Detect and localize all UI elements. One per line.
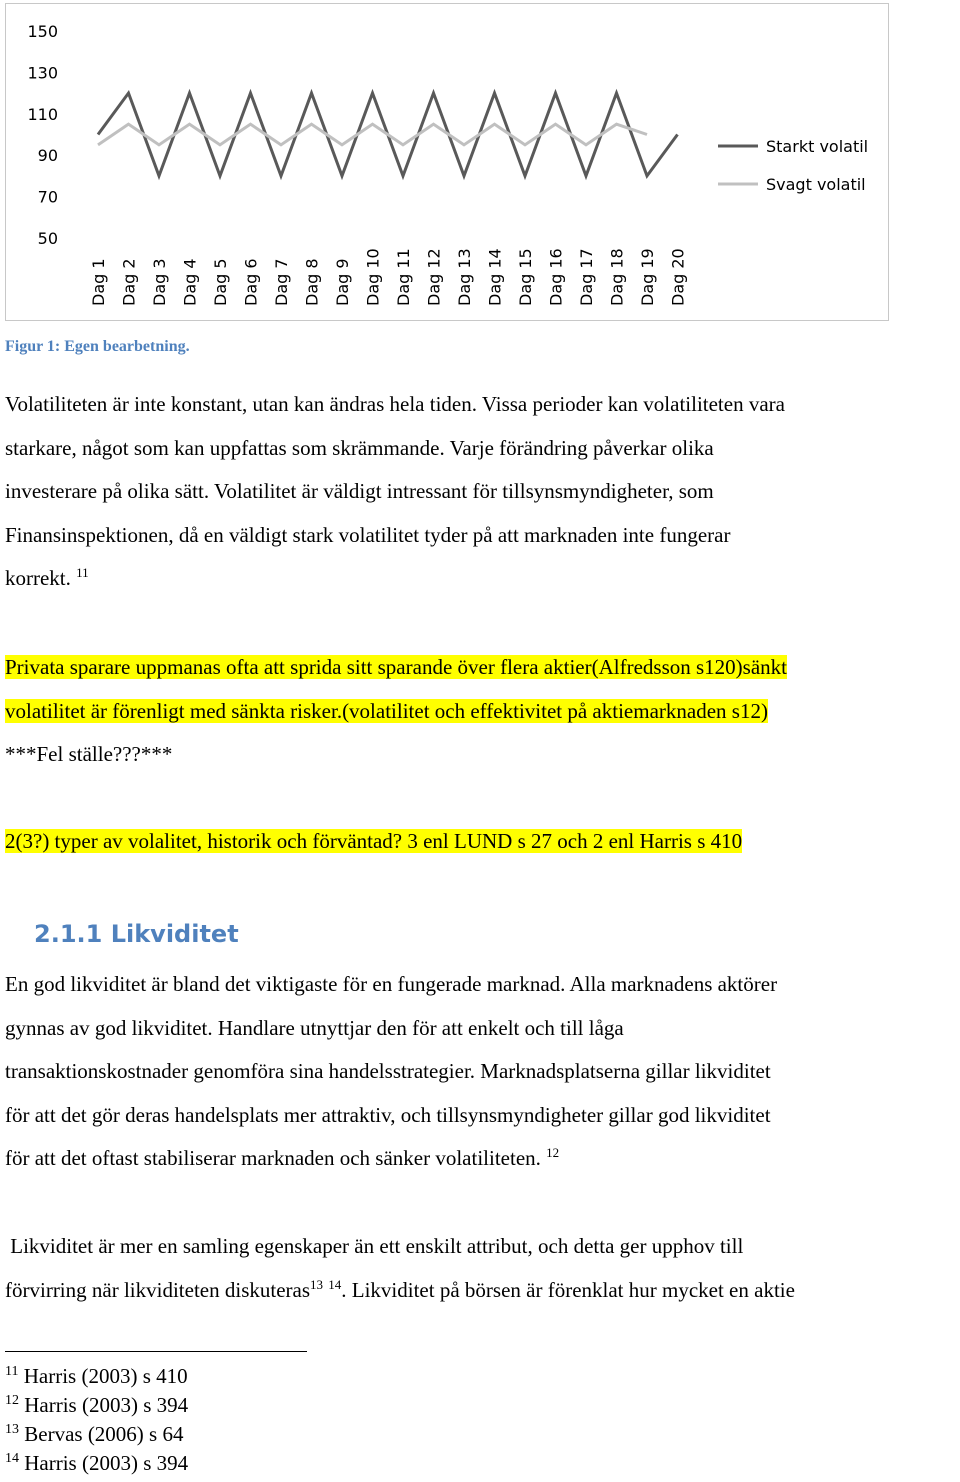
highlighted-text: 2(3?) typer av volalitet, historik och förväntad? 3 enl LUND s 27 och 2 enl Harris s 410: [5, 829, 743, 853]
text-line: gynnas av god likviditet. Handlare utnyttjar den för att enkelt och till låga: [5, 1015, 624, 1040]
footnote-text: Bervas (2006) s 64: [24, 1422, 184, 1446]
footnote: [5, 1449, 188, 1478]
footnote-number: 12: [5, 1393, 19, 1408]
footnote-ref: 14: [328, 1276, 342, 1292]
x-tick-label: Dag 19: [638, 248, 657, 306]
x-tick-label: Dag 1: [89, 258, 108, 306]
footnote-number: 13: [5, 1422, 19, 1437]
text-line: [5, 1137, 960, 1181]
text-fragment: för att det oftast stabiliserar marknaden och sänker volatiliteten.: [5, 1146, 541, 1171]
line-chart: [6, 4, 890, 322]
x-tick-label: Dag 16: [546, 248, 566, 306]
y-tick-label: 90: [37, 146, 58, 166]
footnote-ref: 11: [76, 565, 89, 581]
text-line: investerare på olika sätt. Volatilitet är väldigt intressant för tillsynsmyndigheter, som: [5, 479, 714, 504]
paragraph-types-note: [5, 820, 960, 864]
paragraph-liquidity: [5, 963, 960, 1181]
figure-caption: Figur 1: Egen bearbetning.: [5, 338, 190, 355]
footnote-text: Harris (2003) s 410: [23, 1364, 188, 1388]
text-line: [5, 1269, 960, 1313]
y-tick-label: 50: [37, 229, 58, 248]
text-line: för att det gör deras handelsplats mer attraktiv, och tillsynsmyndigheter gillar god likviditet: [5, 1102, 771, 1127]
text-fragment: förvirring när likviditeten diskuteras: [5, 1277, 311, 1302]
legend-label: Starkt volatil: [766, 137, 869, 156]
x-tick-label: Dag 15: [516, 248, 535, 306]
paragraph-highlighted-note: [5, 646, 960, 777]
text-line: Volatiliteten är inte konstant, utan kan ändras hela tiden. Vissa perioder kan volatiliteten vara: [5, 392, 785, 416]
highlighted-text: volatilitet är förenligt med sänkta risker.(volatilitet och effektivitet på aktiemarknaden s12): [5, 698, 768, 723]
x-tick-label: Dag 5: [211, 258, 230, 306]
text-line: En god likviditet är bland det viktigaste för en fungerade marknad. Alla marknadens aktörer: [5, 972, 778, 996]
highlighted-text: Privata sparare uppmanas ofta att sprida sitt sparande över flera aktier(Alfredsson s120)sänkt: [5, 655, 787, 679]
y-tick-label: 150: [27, 22, 58, 41]
x-tick-label: Dag 4: [180, 258, 200, 306]
x-tick-label: Dag 14: [485, 248, 505, 306]
x-tick-label: Dag 3: [150, 258, 169, 306]
x-tick-label: Dag 13: [455, 248, 474, 306]
text-fragment: . Likviditet på börsen är förenklat hur mycket en aktie: [341, 1277, 795, 1302]
text-line: Likviditet är mer en samling egenskaper än ett enskilt attribut, och detta ger upphov till: [5, 1234, 744, 1258]
text-line: starkare, något som kan uppfattas som skrämmande. Varje förändring påverkar olika: [5, 435, 714, 460]
x-tick-label: Dag 18: [607, 248, 627, 306]
x-tick-label: Dag 12: [424, 248, 444, 306]
x-tick-label: Dag 20: [668, 248, 688, 306]
y-tick-label: 70: [37, 187, 58, 207]
footnote-ref: 13: [310, 1276, 324, 1292]
paragraph-volatility: [5, 383, 960, 601]
x-tick-label: Dag 7: [272, 258, 291, 306]
footnote-number: 14: [5, 1451, 19, 1466]
x-tick-label: Dag 6: [241, 258, 261, 306]
text-line: Finansinspektionen, då en väldigt stark volatilitet tyder på att marknaden inte fungerar: [5, 522, 731, 547]
text-line: ***Fel ställe???***: [5, 742, 173, 767]
x-tick-label: Dag 8: [302, 258, 322, 306]
section-heading: 2.1.1 Likviditet: [34, 920, 239, 948]
x-tick-label: Dag 9: [333, 258, 352, 306]
x-tick-label: Dag 2: [119, 258, 139, 306]
footnote-separator: [5, 1351, 307, 1352]
footnote-number: 11: [5, 1364, 19, 1379]
footnote: [5, 1362, 188, 1391]
footnote-text: Harris (2003) s 394: [24, 1451, 189, 1475]
legend-label: Svagt volatil: [766, 175, 866, 194]
footnote: [5, 1420, 183, 1449]
series-line-weakly-volatile: [98, 124, 647, 145]
x-tick-label: Dag 17: [577, 248, 596, 306]
footnote: [5, 1391, 188, 1420]
x-tick-label: Dag 11: [394, 248, 413, 306]
paragraph-liquidity-definition: [5, 1225, 960, 1312]
y-tick-label: 110: [27, 104, 58, 124]
text-line: [5, 557, 960, 601]
footnote-ref: 12: [546, 1145, 560, 1161]
x-tick-label: Dag 10: [363, 248, 383, 306]
figure-chart: [5, 3, 889, 321]
text-fragment: korrekt.: [5, 566, 71, 591]
y-tick-label: 130: [27, 63, 58, 83]
footnote-text: Harris (2003) s 394: [24, 1393, 189, 1417]
text-line: transaktionskostnader genomföra sina handelsstrategier. Marknadsplatserna gillar likviditet: [5, 1059, 771, 1084]
